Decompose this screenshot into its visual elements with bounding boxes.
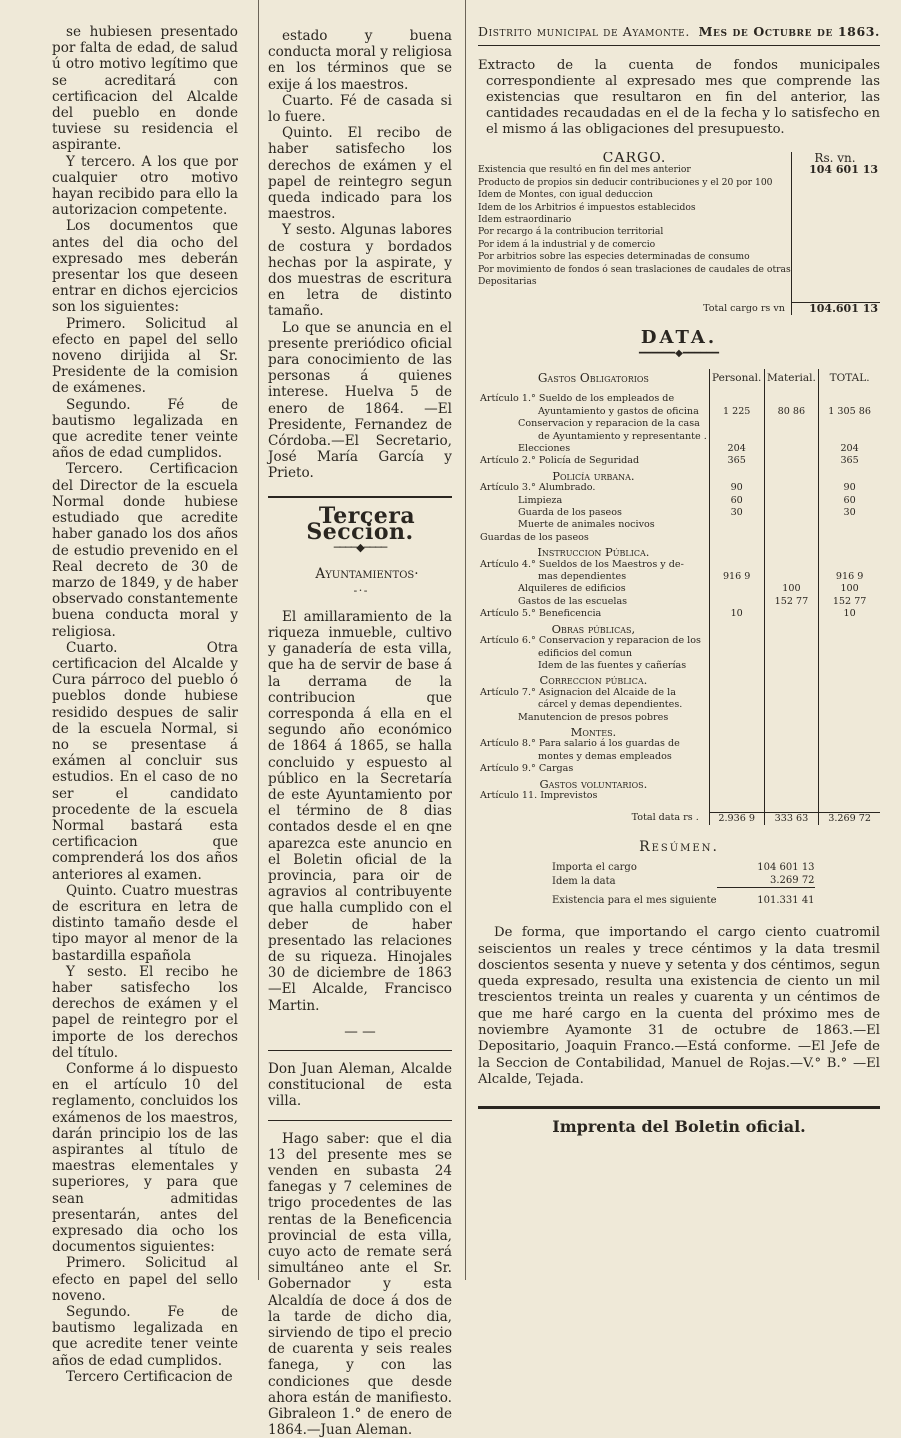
data-row-personal bbox=[709, 583, 764, 595]
cargo-row-label: Por arbitrios sobre las especies determinadas de consumo bbox=[478, 251, 750, 263]
cargo-row bbox=[478, 239, 880, 251]
notice-rule-2 bbox=[268, 1120, 452, 1121]
data-row-material bbox=[764, 482, 819, 494]
data-row-label: Artículo 7.° Asignacion del Alcaide de la bbox=[480, 686, 676, 698]
paragraph: Lo que se anuncia en el presente preriódico oficial para conocimiento de las personas á quienes interese. Huelva 5 de enero de 1864. —El Presidente, Fernandez de Córdoba.—El Secretario, José María García y Prieto. bbox=[268, 319, 452, 482]
data-row-total bbox=[819, 738, 880, 750]
data-row bbox=[478, 455, 880, 467]
data-row-material bbox=[764, 507, 819, 519]
cargo-row-value bbox=[792, 177, 881, 189]
data-row-material bbox=[764, 660, 819, 672]
data-row-material bbox=[764, 571, 819, 583]
resumen-row-label: Idem la data bbox=[552, 875, 616, 887]
data-row-material bbox=[764, 559, 819, 571]
section-divider bbox=[268, 496, 452, 498]
data-row-personal bbox=[709, 699, 764, 711]
notice-head: Don Juan Aleman, Alcalde constitucional de esta villa. bbox=[268, 1060, 452, 1110]
data-row-personal bbox=[709, 635, 764, 647]
data-row-label: Artículo 5.° Beneficencia bbox=[480, 608, 602, 620]
resumen-row-value: 104 601 13 bbox=[757, 862, 815, 874]
data-row-personal: 204 bbox=[709, 443, 764, 455]
data-row-label: cárcel y demas dependientes. bbox=[538, 699, 683, 711]
data-total-personal: 2.936 9 bbox=[709, 812, 764, 825]
cargo-row bbox=[478, 276, 880, 288]
data-row-personal bbox=[709, 559, 764, 571]
cargo-row-value bbox=[792, 202, 881, 214]
data-row-personal: 60 bbox=[709, 495, 764, 507]
data-row bbox=[478, 699, 880, 711]
data-row bbox=[478, 532, 880, 544]
data-row-total: 60 bbox=[819, 495, 880, 507]
data-row-total: 10 bbox=[819, 608, 880, 620]
paragraph: se hubiesen presentado por falta de edad, de salud ú otro motivo legítimo que se acreditará con certificacion del Alcalde del pueblo en donde tuviese su residencia el aspirante. bbox=[52, 24, 238, 154]
data-row-label: montes y demas empleados bbox=[538, 750, 672, 762]
data-row bbox=[478, 648, 880, 660]
data-category bbox=[478, 776, 880, 790]
cargo-row-value: 104 601 13 bbox=[792, 164, 881, 176]
data-row-personal: 916 9 bbox=[709, 571, 764, 583]
cargo-row-label: Por movimiento de fondos ó sean traslaciones de caudales de otras bbox=[478, 263, 791, 275]
month-label: Mes de Octubre de 1863. bbox=[698, 24, 880, 39]
data-category bbox=[478, 724, 880, 738]
data-row-material bbox=[764, 790, 819, 802]
cargo-row-value bbox=[792, 239, 881, 251]
data-row bbox=[478, 583, 880, 595]
paragraph: Primero. Solicitud al efecto en papel del sello noveno dirijida al Sr. Presidente de la comision de exámenes. bbox=[52, 315, 238, 397]
data-row-label: Muerte de animales nocivos bbox=[518, 519, 655, 531]
data-row-personal bbox=[709, 431, 764, 443]
data-row bbox=[478, 751, 880, 763]
data-row-material bbox=[764, 648, 819, 660]
cargo-row-value bbox=[792, 251, 881, 263]
data-row bbox=[478, 443, 880, 455]
data-row-total bbox=[819, 559, 880, 571]
data-row bbox=[478, 687, 880, 699]
data-row-material bbox=[764, 699, 819, 711]
data-category bbox=[478, 621, 880, 635]
cargo-row bbox=[478, 226, 880, 238]
cargo-row bbox=[478, 177, 880, 189]
data-row-label: Artículo 1.° Sueldo de los empleados de bbox=[480, 393, 675, 405]
data-row-personal bbox=[709, 660, 764, 672]
data-row-personal bbox=[709, 687, 764, 699]
data-row-material bbox=[764, 532, 819, 544]
cargo-total-value: 104.601 13 bbox=[792, 302, 881, 315]
data-row-total: 204 bbox=[819, 443, 880, 455]
data-row-label: Artículo 4.° Sueldos de los Maestros y de- bbox=[480, 558, 684, 570]
cargo-row-label: Existencia que resultó en fin del mes anterior bbox=[478, 164, 691, 176]
cargo-row-label: Idem estraordinario bbox=[478, 214, 572, 226]
data-row bbox=[478, 482, 880, 494]
data-group-head: Gastos Obligatorios bbox=[537, 371, 649, 386]
paragraph: Hago saber: que el dia 13 del presente mes se venden en subasta 24 fanegas y 7 celemines de trigo procedentes de las rentas de la Beneficencia provincial de esta villa, cuyo acto de remate será simultáneo ante el Sr. Gobernador y esta Alcaldía de doce á dos de la tarde de dicho dia, sirviendo de tipo el precio de cuarenta y seis reales fanega, y con las condiciones que desde ahora están de manifiesto. Gibraleon 1.° de enero de 1864.—Juan Aleman. bbox=[268, 1130, 452, 1438]
data-total-head: TOTAL. bbox=[819, 369, 880, 393]
data-row-label: Artículo 9.° Cargas bbox=[480, 763, 574, 775]
data-row-label: Artículo 6.° Conservacion y reparacion de los bbox=[480, 635, 701, 647]
column-two-top bbox=[268, 28, 452, 482]
data-category-label: Instruccion Pública. bbox=[537, 545, 650, 560]
notice-rule bbox=[268, 1050, 452, 1051]
data-row-label: Gastos de las escuelas bbox=[518, 595, 628, 607]
data-row-material: 100 bbox=[764, 583, 819, 595]
cargo-row-label: Idem de Montes, con igual deduccion bbox=[478, 189, 653, 201]
data-row-material bbox=[764, 751, 819, 763]
column-rule-left bbox=[258, 0, 259, 1280]
paragraph: Tercero Certificacion de bbox=[66, 1368, 233, 1385]
data-row bbox=[478, 519, 880, 531]
data-row-material bbox=[764, 443, 819, 455]
data-category bbox=[478, 544, 880, 558]
data-row-total bbox=[819, 532, 880, 544]
data-category bbox=[478, 672, 880, 686]
paragraph: Cuarto. Fé de casada si lo fuere. bbox=[268, 92, 452, 126]
cargo-total-label: Total cargo rs vn bbox=[703, 302, 785, 314]
subsection-title: Ayuntamientos· bbox=[315, 566, 419, 583]
closing-rule bbox=[478, 1106, 880, 1109]
data-row bbox=[478, 790, 880, 802]
column-two-bottom bbox=[268, 1131, 452, 1438]
cargo-row-value bbox=[792, 189, 881, 201]
data-category-label: Correccion pública. bbox=[539, 673, 648, 688]
resumen-title: Resúmen. bbox=[639, 839, 719, 856]
resumen-row bbox=[552, 861, 815, 874]
data-row-material bbox=[764, 763, 819, 775]
ornament-divider: ────◆──── bbox=[333, 541, 387, 555]
data-total-total: 3.269 72 bbox=[819, 812, 880, 825]
data-category-label: Gastos voluntarios. bbox=[539, 776, 648, 791]
district-label: Distrito municipal de Ayamonte. bbox=[478, 24, 690, 39]
cargo-table bbox=[478, 152, 880, 315]
data-row-total bbox=[819, 519, 880, 531]
resumen-table bbox=[552, 861, 815, 907]
data-rows bbox=[478, 393, 880, 802]
paragraph: El amillaramiento de la riqueza inmueble, cultivo y ganadería de esta villa, que ha de servir de base á la derrama de la contribucion que corresponda á ella en el segundo año económico de 1864 á 1865, se halla concluido y espuesto al público en la Secretaría de este Ayuntamiento por el término de 8 dias contados desde el en qne aparezca este anuncio en el Boletin oficial de la provincia, para oir de agravios al contribuyente que halla cumplido con el deber de haber presentado las relaciones de su riqueza. Hinojales 30 de diciembre de 1863 —El Alcalde, Francisco Martin. bbox=[268, 608, 452, 1014]
data-row-personal bbox=[709, 532, 764, 544]
data-personal-head: Personal. bbox=[709, 369, 764, 393]
data-category-label: Obras públicas, bbox=[551, 621, 636, 636]
account-header bbox=[478, 24, 880, 39]
data-row bbox=[478, 660, 880, 672]
data-row-material bbox=[764, 393, 819, 405]
data-row-personal: 30 bbox=[709, 507, 764, 519]
paragraph: Los documentos que antes del dia ocho del expresado mes deberán presentar los que deseen entrar en dichos ejercicios son los siguientes: bbox=[52, 218, 238, 316]
paragraph: Y sesto. Algunas labores de costura y bordados hechas por la aspirate, y dos muestras de escritura en letra de distinto tamaño. bbox=[268, 222, 452, 320]
notice-separator: — — bbox=[344, 1023, 376, 1040]
data-row-personal bbox=[709, 393, 764, 405]
data-row-material bbox=[764, 431, 819, 443]
data-row-material: 80 86 bbox=[764, 406, 819, 418]
data-row-material: 152 77 bbox=[764, 596, 819, 608]
data-row bbox=[478, 608, 880, 620]
paragraph: Conforme á lo dispuesto en el artículo 10 del reglamento, concluidos los exámenos de los maestros, darán principio los de las aspirantes al título de maestras elementales y superiores, y para que sean admitidas presentarán, antes del expresado dia ocho los documentos siguientes: bbox=[52, 1061, 238, 1256]
data-material-head: Material. bbox=[764, 369, 819, 393]
resumen-exist-value: 101.331 41 bbox=[717, 888, 815, 908]
data-row-total: 365 bbox=[819, 455, 880, 467]
data-row-label: Manutencion de presos pobres bbox=[518, 711, 669, 723]
data-row-material bbox=[764, 519, 819, 531]
data-row-label: Limpieza bbox=[518, 494, 563, 506]
cargo-row-label: Producto de propios sin deducir contribuciones y el 20 por 100 bbox=[478, 176, 773, 188]
extract-text: Extracto de la cuenta de fondos municipales correspondiente al expresado mes que comprende las existencias que resultaron en fin del anterior, las cantidades recaudadas en el de la fecha y lo satisfecho en el mismo á las obligaciones del presupuesto. bbox=[478, 58, 880, 137]
data-row bbox=[478, 406, 880, 418]
data-row bbox=[478, 738, 880, 750]
data-row bbox=[478, 431, 880, 443]
data-row-personal: 90 bbox=[709, 482, 764, 494]
ornament-dash: - · - bbox=[353, 583, 367, 597]
column-two-notice bbox=[268, 609, 452, 1014]
data-row bbox=[478, 635, 880, 647]
data-row-label: Conservacion y reparacion de la casa bbox=[518, 418, 700, 430]
data-row-total bbox=[819, 418, 880, 430]
cargo-row bbox=[478, 189, 880, 201]
paragraph: Cuarto. Otra certificacion del Alcalde y Cura párroco del pueblo ó pueblos donde hubiese residido despues de salir de la escuela Normal, si no se presentase á exámen al concluir sus estudios. En el caso de no ser el candidato procedente de la escuela Normal bastará esta certificacion que comprenderá los dos años anteriores al examen. bbox=[52, 639, 238, 883]
paragraph: Tercero. Certificacion del Director de la escuela Normal donde hubiese estudiado que acredite haber ganado los dos años de estudio prevenido en el Real decreto de 30 de marzo de 1849, y de haber observado constantemente buena conducta moral y religiosa. bbox=[52, 461, 238, 640]
data-row-personal bbox=[709, 712, 764, 724]
data-row-personal bbox=[709, 648, 764, 660]
data-row-material bbox=[764, 687, 819, 699]
data-row-label: Artículo 11. Imprevistos bbox=[480, 789, 598, 801]
data-row-label: Idem de las fuentes y cañerías bbox=[538, 659, 687, 671]
data-row bbox=[478, 596, 880, 608]
data-row-total bbox=[819, 648, 880, 660]
data-total-material: 333 63 bbox=[764, 812, 819, 825]
paragraph: Primero. Solicitud al efecto en papel del sello noveno. bbox=[52, 1255, 238, 1304]
data-row-label: de Ayuntamiento y representante . bbox=[538, 430, 707, 442]
resumen-rows bbox=[552, 861, 815, 888]
data-row bbox=[478, 393, 880, 405]
cargo-row-label: Depositarias bbox=[478, 276, 537, 288]
data-row bbox=[478, 571, 880, 583]
data-row-total bbox=[819, 393, 880, 405]
data-row-label: mas dependientes bbox=[538, 571, 627, 583]
data-row-label: Guardas de los paseos bbox=[480, 531, 589, 543]
data-row-total: 30 bbox=[819, 507, 880, 519]
cargo-row-label: Por idem á la industrial y de comercio bbox=[478, 238, 656, 250]
cargo-row-value bbox=[792, 226, 881, 238]
section-title: Tercera Seccion. bbox=[306, 502, 416, 545]
data-row-personal bbox=[709, 763, 764, 775]
cargo-row bbox=[478, 214, 880, 226]
data-row-total: 916 9 bbox=[819, 571, 880, 583]
header-rule bbox=[478, 45, 880, 46]
printer-imprint: Imprenta del Boletin oficial. bbox=[552, 1117, 806, 1137]
paragraph: Quinto. El recibo de haber satisfecho los derechos de exámen y el papel de reintegro segun queda indicado para los maestros. bbox=[268, 125, 452, 223]
cargo-row bbox=[478, 264, 880, 276]
data-row-total: 100 bbox=[819, 583, 880, 595]
resumen-row-value: 3.269 72 bbox=[770, 875, 815, 887]
column-three bbox=[478, 24, 880, 1136]
data-row-personal bbox=[709, 596, 764, 608]
data-row-material bbox=[764, 455, 819, 467]
cargo-rows bbox=[478, 164, 880, 288]
data-row-total bbox=[819, 660, 880, 672]
data-row-label: Artículo 2.° Policía de Seguridad bbox=[480, 455, 640, 467]
data-row-personal bbox=[709, 751, 764, 763]
cargo-row-value bbox=[792, 214, 881, 226]
column-two bbox=[268, 28, 452, 1438]
paragraph: Segundo. Fé de bautismo legalizada en que acredite tener veinte años de edad cumplidos. bbox=[52, 396, 238, 462]
cargo-row-value bbox=[792, 276, 881, 288]
data-row-total bbox=[819, 763, 880, 775]
cargo-row-label: Por recargo á la contribucion territorial bbox=[478, 226, 664, 238]
data-row-personal bbox=[709, 418, 764, 430]
paragraph: Y sesto. El recibo he haber satisfecho los derechos de exámen y el papel de reintegro por el importe de los derechos del título. bbox=[52, 963, 238, 1061]
data-row-label: Alquileres de edificios bbox=[518, 583, 626, 595]
cargo-row-label: Idem de los Arbitrios é impuestos establecidos bbox=[478, 201, 696, 213]
cargo-title: CARGO. bbox=[602, 152, 667, 165]
data-row-total: 152 77 bbox=[819, 596, 880, 608]
data-row-total bbox=[819, 790, 880, 802]
data-row-personal bbox=[709, 519, 764, 531]
data-row-material bbox=[764, 635, 819, 647]
paragraph: Quinto. Cuatro muestras de escritura en letra de distinto tamaño desde el tipo mayor al menor de la bastardilla española bbox=[52, 882, 238, 964]
data-row bbox=[478, 559, 880, 571]
data-row-label: Artículo 8.° Para salario á los guardas de bbox=[480, 738, 680, 750]
data-row-total bbox=[819, 699, 880, 711]
data-row-total bbox=[819, 712, 880, 724]
data-row-material bbox=[764, 608, 819, 620]
data-row-material bbox=[764, 495, 819, 507]
paragraph: Y tercero. A los que por cualquier otro motivo hayan recibido para ello la autorizacion competente. bbox=[52, 153, 238, 219]
data-row bbox=[478, 763, 880, 775]
data-row-total: 1 305 86 bbox=[819, 406, 880, 418]
paragraph: Segundo. Fe de bautismo legalizada en que acredite tener veinte años de edad cumplidos. bbox=[52, 1304, 238, 1369]
data-table bbox=[478, 369, 880, 825]
data-row-material bbox=[764, 418, 819, 430]
data-category-label: Montes. bbox=[570, 724, 617, 739]
data-row-label: edificios del comun bbox=[538, 647, 633, 659]
data-row-material bbox=[764, 738, 819, 750]
data-row-label: Artículo 3.° Alumbrado. bbox=[480, 482, 596, 494]
data-category-label: Policía urbana. bbox=[552, 468, 635, 483]
data-row-label: Ayuntamiento y gastos de oficina bbox=[538, 405, 699, 417]
data-row-label: Elecciones bbox=[518, 443, 571, 454]
data-row-material bbox=[764, 712, 819, 724]
data-row-total bbox=[819, 687, 880, 699]
data-row-personal bbox=[709, 738, 764, 750]
cargo-row bbox=[478, 251, 880, 263]
cargo-row bbox=[478, 202, 880, 214]
cargo-row-value bbox=[792, 264, 881, 276]
data-row-total bbox=[819, 431, 880, 443]
data-row-total: 90 bbox=[819, 482, 880, 494]
data-row-personal bbox=[709, 790, 764, 802]
closing-text: De forma, que importando el cargo ciento cuatromil seiscientos un reales y trece céntimos y la data tresmil doscientos sesenta y nueve y setenta y dos céntimos, segun queda expresado, resulta una existencia de ciento un mil trescientos treinta un reales y cuarenta y un céntimos de que me haré cargo en la cuenta del próximo mes de noviembre Ayamonte 31 de octubre de 1863.—El Depositario, Joaquin Franco.—Está conforme. —El Jefe de la Seccion de Contabilidad, Manuel de Rojas.—V.° B.° —El Alcalde, Tejada. bbox=[478, 925, 880, 1087]
column-one bbox=[52, 24, 238, 1385]
data-ornament: ━━━━━━◆━━━━━━ bbox=[639, 348, 719, 360]
data-row-label: Guarda de los paseos bbox=[518, 507, 622, 519]
cargo-unit: Rs. vn. bbox=[792, 152, 881, 164]
data-category bbox=[478, 468, 880, 482]
data-row-personal: 10 bbox=[709, 608, 764, 620]
resumen-row-label: Importa el cargo bbox=[552, 862, 637, 874]
data-title: DATA. bbox=[640, 327, 718, 349]
data-total-label: Total data rs . bbox=[631, 812, 699, 824]
data-row bbox=[478, 418, 880, 430]
data-row bbox=[478, 495, 880, 507]
data-row-total bbox=[819, 751, 880, 763]
cargo-row bbox=[478, 164, 880, 176]
paragraph: estado y buena conducta moral y religiosa en los términos que se exije á los maestros. bbox=[268, 28, 452, 93]
data-row bbox=[478, 507, 880, 519]
resumen-row bbox=[552, 874, 815, 888]
data-row-total bbox=[819, 635, 880, 647]
data-row-personal: 1 225 bbox=[709, 406, 764, 418]
column-rule-right bbox=[465, 0, 466, 1280]
resumen-exist-label: Existencia para el mes siguiente bbox=[552, 895, 717, 907]
data-row bbox=[478, 712, 880, 724]
data-row-personal: 365 bbox=[709, 455, 764, 467]
